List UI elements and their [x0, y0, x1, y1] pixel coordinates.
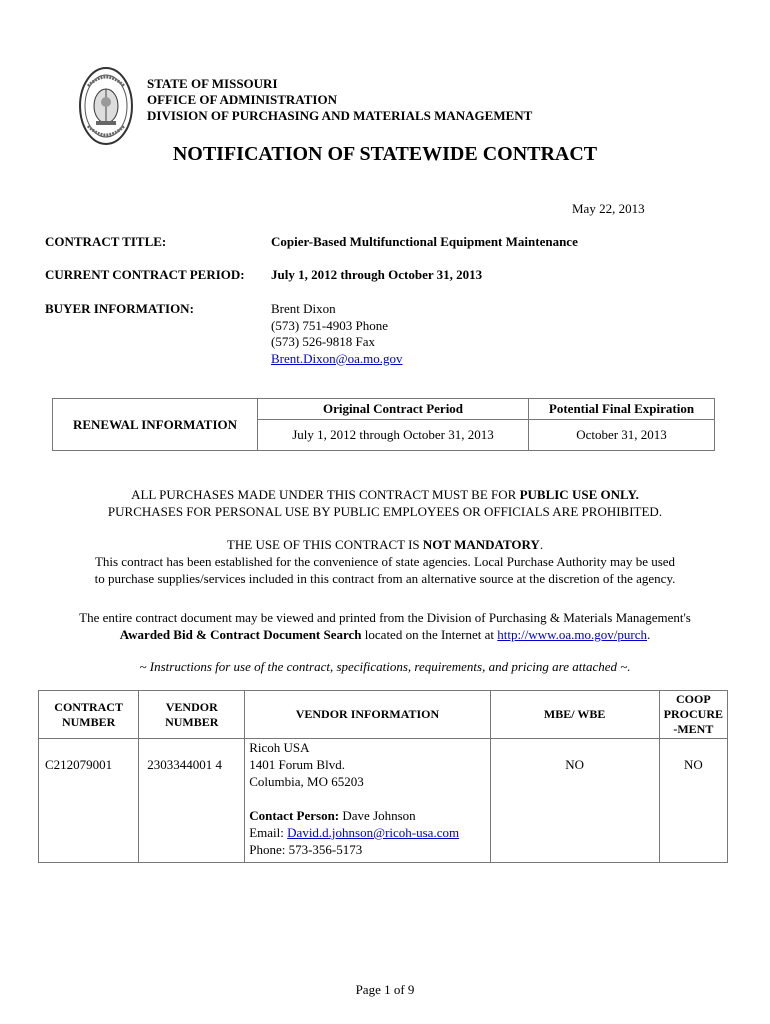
public-use-bold: PUBLIC USE ONLY.: [519, 487, 639, 502]
personal-use-prohibited: PURCHASES FOR PERSONAL USE BY PUBLIC EMPLOYEES OR OFFICIALS ARE PROHIBITED.: [107, 504, 663, 519]
vendor-email-link[interactable]: David.d.johnson@ricoh-usa.com: [287, 825, 460, 840]
purchasing-website-link[interactable]: http://www.oa.mo.gov/purch: [497, 627, 648, 642]
vendor-address-line2: Columbia, MO 65203: [249, 774, 364, 789]
alternative-source-text: to purchase supplies/services included in this contract from an alternative source at the discretion of the agency.: [94, 571, 676, 586]
contract-title-value: Copier-Based Multifunctional Equipment Maintenance: [271, 234, 578, 249]
vendor-name: Ricoh USA: [249, 740, 310, 755]
document-search-notice: [0, 609, 770, 643]
buyer-fax: (573) 526-9818 Fax: [271, 334, 375, 349]
page-number: Page 1 of 9: [355, 982, 415, 997]
renewal-table: [52, 398, 715, 451]
email-label: Email:: [249, 825, 288, 840]
header-contract-number: CONTRACT NUMBER: [39, 691, 139, 739]
renewal-final-expiration-value: October 31, 2013: [529, 420, 715, 451]
header-state: STATE OF MISSOURI: [147, 76, 278, 91]
document-date: May 22, 2013: [572, 201, 645, 216]
header-vendor-info: VENDOR INFORMATION: [245, 691, 490, 739]
contract-period-value: July 1, 2012 through October 31, 2013: [271, 267, 483, 282]
buyer-info-label: BUYER INFORMATION:: [45, 301, 194, 316]
header-mbe-wbe: MBE/ WBE: [490, 691, 659, 739]
cell-vendor-number: 2303344001 4: [139, 739, 245, 863]
buyer-email-link[interactable]: Brent.Dixon@oa.mo.gov: [271, 350, 403, 366]
buyer-name: Brent Dixon: [271, 301, 336, 316]
not-mandatory-period: .: [539, 537, 544, 552]
renewal-original-period-value: July 1, 2012 through October 31, 2013: [258, 420, 529, 451]
header-coop: COOP PROCURE -MENT: [659, 691, 727, 739]
buyer-phone: (573) 751-4903 Phone: [271, 317, 388, 333]
cell-vendor-info: [245, 739, 490, 863]
contact-person-label: Contact Person:: [249, 808, 340, 823]
vendor-address-line1: 1401 Forum Blvd.: [249, 757, 345, 772]
document-title: NOTIFICATION OF STATEWIDE CONTRACT: [172, 143, 598, 165]
cell-contract-number: C212079001: [39, 739, 139, 863]
vendor-phone: Phone: 573-356-5173: [249, 842, 363, 857]
vendor-table: [38, 690, 728, 863]
header-office: OFFICE OF ADMINISTRATION: [147, 92, 337, 107]
document-view-text: The entire contract document may be viewed and printed from the Division of Purchasing & Materials Management's: [79, 610, 691, 625]
contract-title-label: CONTRACT TITLE:: [45, 234, 167, 249]
notice3-period: .: [647, 627, 651, 642]
public-use-text: ALL PURCHASES MADE UNDER THIS CONTRACT MUST BE FOR: [131, 487, 520, 502]
contact-person-name: Dave Johnson: [339, 808, 416, 823]
instructions-note: ~ Instructions for use of the contract, specifications, requirements, and pricing are attached ~.: [139, 659, 631, 674]
header-division: DIVISION OF PURCHASING AND MATERIALS MANAGEMENT: [147, 108, 533, 123]
internet-text: located on the Internet at: [361, 627, 498, 642]
cell-mbe-wbe: NO: [490, 739, 659, 863]
public-use-notice: [0, 486, 770, 520]
missouri-state-seal: [78, 66, 134, 146]
agency-header: [147, 76, 532, 124]
convenience-text: This contract has been established for the convenience of state agencies. Local Purchase Authority may be used: [94, 554, 676, 569]
not-mandatory-text: THE USE OF THIS CONTRACT IS: [226, 537, 423, 552]
not-mandatory-bold: NOT MANDATORY: [422, 537, 540, 552]
header-vendor-number: VENDOR NUMBER: [139, 691, 245, 739]
buyer-info-block: [271, 301, 403, 367]
renewal-final-expiration-header: Potential Final Expiration: [529, 399, 715, 420]
contract-period-label: CURRENT CONTRACT PERIOD:: [45, 267, 245, 282]
cell-coop: NO: [659, 739, 727, 863]
not-mandatory-notice: [0, 536, 770, 587]
table-row: [39, 739, 728, 863]
document-search-name: Awarded Bid & Contract Document Search: [119, 627, 362, 642]
renewal-original-period-header: Original Contract Period: [258, 399, 529, 420]
renewal-label: RENEWAL INFORMATION: [53, 399, 258, 451]
